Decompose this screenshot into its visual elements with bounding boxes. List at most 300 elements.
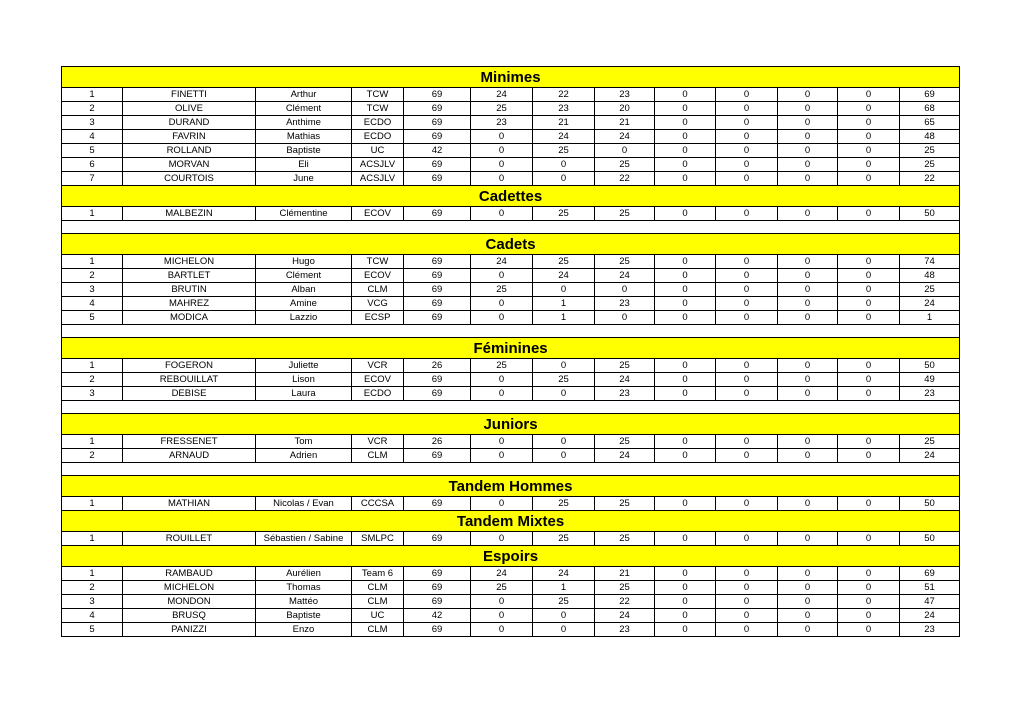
cell-points-8: 0 <box>838 297 900 311</box>
cell-points-5: 0 <box>655 116 716 130</box>
cell-total: 25 <box>900 435 960 449</box>
table-row <box>62 435 960 449</box>
cell-points-3: 24 <box>533 567 595 581</box>
cell-first-name: June <box>256 172 352 186</box>
cell-first-name: Arthur <box>256 88 352 102</box>
cell-rank: 2 <box>62 373 123 387</box>
cell-first-name: Juliette <box>256 359 352 373</box>
cell-points-5: 0 <box>655 623 716 637</box>
cell-points-8: 0 <box>838 595 900 609</box>
cell-points-6: 0 <box>716 581 778 595</box>
cell-last-name: BRUSQ <box>123 609 256 623</box>
cell-points-7: 0 <box>778 88 838 102</box>
cell-points-7: 0 <box>778 595 838 609</box>
cell-points-6: 0 <box>716 567 778 581</box>
cell-first-name: Eli <box>256 158 352 172</box>
cell-points-2: 0 <box>471 158 533 172</box>
cell-points-4: 22 <box>595 595 655 609</box>
table-row <box>62 497 960 511</box>
cell-last-name: PANIZZI <box>123 623 256 637</box>
cell-points-6: 0 <box>716 88 778 102</box>
cell-points-7: 0 <box>778 567 838 581</box>
cell-points-7: 0 <box>778 283 838 297</box>
cell-total: 25 <box>900 158 960 172</box>
table-row <box>62 609 960 623</box>
cell-points-6: 0 <box>716 283 778 297</box>
cell-points-4: 24 <box>595 449 655 463</box>
table-row <box>62 359 960 373</box>
cell-first-name: Clément <box>256 102 352 116</box>
cell-points-8: 0 <box>838 567 900 581</box>
table-row <box>62 283 960 297</box>
cell-points-4: 24 <box>595 373 655 387</box>
cell-total: 24 <box>900 297 960 311</box>
cell-points-3: 25 <box>533 144 595 158</box>
cell-points-7: 0 <box>778 449 838 463</box>
cell-club: ECDO <box>352 387 404 401</box>
category-title: Tandem Mixtes <box>62 511 960 532</box>
table-row <box>62 449 960 463</box>
cell-points-5: 0 <box>655 581 716 595</box>
cell-points-2: 0 <box>471 130 533 144</box>
cell-points-4: 0 <box>595 144 655 158</box>
cell-points-1: 69 <box>404 623 471 637</box>
cell-total: 24 <box>900 449 960 463</box>
cell-points-1: 69 <box>404 373 471 387</box>
cell-points-2: 24 <box>471 567 533 581</box>
cell-points-7: 0 <box>778 609 838 623</box>
cell-points-1: 69 <box>404 297 471 311</box>
cell-points-6: 0 <box>716 595 778 609</box>
cell-club: SMLPC <box>352 532 404 546</box>
cell-points-5: 0 <box>655 435 716 449</box>
cell-first-name: Enzo <box>256 623 352 637</box>
cell-total: 25 <box>900 144 960 158</box>
cell-points-1: 69 <box>404 269 471 283</box>
cell-points-5: 0 <box>655 130 716 144</box>
table-row <box>62 581 960 595</box>
cell-rank: 3 <box>62 116 123 130</box>
table-row <box>62 88 960 102</box>
cell-points-8: 0 <box>838 207 900 221</box>
cell-last-name: ARNAUD <box>123 449 256 463</box>
table-row <box>62 297 960 311</box>
cell-points-6: 0 <box>716 373 778 387</box>
cell-last-name: MICHELON <box>123 581 256 595</box>
cell-rank: 1 <box>62 435 123 449</box>
category-header <box>62 476 960 497</box>
cell-rank: 2 <box>62 449 123 463</box>
cell-first-name: Thomas <box>256 581 352 595</box>
cell-points-1: 69 <box>404 158 471 172</box>
cell-points-1: 69 <box>404 497 471 511</box>
cell-points-1: 26 <box>404 359 471 373</box>
cell-rank: 1 <box>62 567 123 581</box>
cell-club: VCR <box>352 435 404 449</box>
cell-points-5: 0 <box>655 497 716 511</box>
table-row <box>62 373 960 387</box>
cell-last-name: ROLLAND <box>123 144 256 158</box>
cell-points-4: 25 <box>595 359 655 373</box>
cell-points-6: 0 <box>716 532 778 546</box>
cell-points-8: 0 <box>838 255 900 269</box>
cell-points-3: 0 <box>533 359 595 373</box>
cell-points-5: 0 <box>655 373 716 387</box>
table-row <box>62 172 960 186</box>
table-row <box>62 387 960 401</box>
cell-points-3: 0 <box>533 609 595 623</box>
cell-first-name: Nicolas / Evan <box>256 497 352 511</box>
cell-points-4: 24 <box>595 130 655 144</box>
cell-total: 50 <box>900 359 960 373</box>
cell-club: TCW <box>352 88 404 102</box>
cell-total: 50 <box>900 497 960 511</box>
cell-points-8: 0 <box>838 269 900 283</box>
cell-points-8: 0 <box>838 158 900 172</box>
spacer-row <box>62 221 960 234</box>
cell-points-2: 0 <box>471 623 533 637</box>
cell-points-1: 69 <box>404 116 471 130</box>
table-row <box>62 158 960 172</box>
table-row <box>62 269 960 283</box>
cell-points-8: 0 <box>838 532 900 546</box>
cell-points-1: 69 <box>404 102 471 116</box>
cell-points-6: 0 <box>716 130 778 144</box>
cell-points-6: 0 <box>716 623 778 637</box>
cell-club: ECOV <box>352 373 404 387</box>
cell-points-2: 0 <box>471 297 533 311</box>
cell-points-7: 0 <box>778 359 838 373</box>
cell-points-7: 0 <box>778 623 838 637</box>
cell-club: UC <box>352 144 404 158</box>
cell-points-2: 25 <box>471 102 533 116</box>
cell-points-8: 0 <box>838 172 900 186</box>
category-title: Minimes <box>62 67 960 88</box>
cell-last-name: COURTOIS <box>123 172 256 186</box>
cell-points-1: 69 <box>404 255 471 269</box>
cell-points-5: 0 <box>655 567 716 581</box>
cell-rank: 2 <box>62 581 123 595</box>
cell-points-4: 21 <box>595 116 655 130</box>
cell-total: 25 <box>900 283 960 297</box>
cell-club: CLM <box>352 449 404 463</box>
cell-first-name: Baptiste <box>256 144 352 158</box>
cell-points-1: 69 <box>404 387 471 401</box>
cell-points-4: 0 <box>595 311 655 325</box>
cell-rank: 4 <box>62 609 123 623</box>
cell-points-1: 69 <box>404 207 471 221</box>
cell-first-name: Lison <box>256 373 352 387</box>
cell-points-5: 0 <box>655 609 716 623</box>
cell-last-name: REBOUILLAT <box>123 373 256 387</box>
cell-points-8: 0 <box>838 116 900 130</box>
cell-points-6: 0 <box>716 158 778 172</box>
cell-points-2: 0 <box>471 435 533 449</box>
cell-points-3: 25 <box>533 595 595 609</box>
cell-total: 1 <box>900 311 960 325</box>
cell-points-7: 0 <box>778 532 838 546</box>
cell-points-7: 0 <box>778 158 838 172</box>
cell-points-5: 0 <box>655 532 716 546</box>
cell-club: ACSJLV <box>352 172 404 186</box>
cell-points-6: 0 <box>716 297 778 311</box>
cell-points-6: 0 <box>716 207 778 221</box>
cell-points-5: 0 <box>655 387 716 401</box>
cell-rank: 5 <box>62 623 123 637</box>
table-row <box>62 207 960 221</box>
cell-points-1: 69 <box>404 449 471 463</box>
cell-rank: 2 <box>62 102 123 116</box>
cell-first-name: Anthime <box>256 116 352 130</box>
cell-points-4: 25 <box>595 435 655 449</box>
results-table <box>61 66 960 637</box>
cell-points-3: 1 <box>533 581 595 595</box>
spacer-row <box>62 401 960 414</box>
spacer-cell <box>62 221 960 234</box>
cell-points-7: 0 <box>778 373 838 387</box>
cell-points-4: 23 <box>595 88 655 102</box>
cell-club: TCW <box>352 255 404 269</box>
cell-last-name: MAHREZ <box>123 297 256 311</box>
cell-total: 50 <box>900 207 960 221</box>
cell-rank: 6 <box>62 158 123 172</box>
cell-club: VCR <box>352 359 404 373</box>
cell-points-3: 24 <box>533 130 595 144</box>
cell-points-3: 0 <box>533 172 595 186</box>
cell-points-6: 0 <box>716 359 778 373</box>
cell-points-4: 22 <box>595 172 655 186</box>
cell-club: ECOV <box>352 269 404 283</box>
cell-last-name: DURAND <box>123 116 256 130</box>
cell-first-name: Mathias <box>256 130 352 144</box>
category-header <box>62 414 960 435</box>
cell-points-8: 0 <box>838 102 900 116</box>
spacer-row <box>62 325 960 338</box>
category-header <box>62 67 960 88</box>
cell-points-8: 0 <box>838 623 900 637</box>
cell-points-4: 24 <box>595 269 655 283</box>
cell-points-5: 0 <box>655 595 716 609</box>
table-row <box>62 623 960 637</box>
cell-last-name: MODICA <box>123 311 256 325</box>
cell-points-3: 0 <box>533 283 595 297</box>
cell-last-name: FOGERON <box>123 359 256 373</box>
cell-points-1: 42 <box>404 144 471 158</box>
cell-last-name: BRUTIN <box>123 283 256 297</box>
cell-points-7: 0 <box>778 387 838 401</box>
spacer-cell <box>62 401 960 414</box>
cell-points-8: 0 <box>838 311 900 325</box>
cell-total: 23 <box>900 623 960 637</box>
cell-points-5: 0 <box>655 311 716 325</box>
cell-points-2: 24 <box>471 255 533 269</box>
cell-first-name: Lazzio <box>256 311 352 325</box>
cell-last-name: MICHELON <box>123 255 256 269</box>
cell-rank: 1 <box>62 359 123 373</box>
cell-rank: 5 <box>62 311 123 325</box>
cell-points-1: 69 <box>404 88 471 102</box>
spacer-cell <box>62 325 960 338</box>
cell-total: 48 <box>900 269 960 283</box>
cell-first-name: Sébastien / Sabine <box>256 532 352 546</box>
cell-points-5: 0 <box>655 102 716 116</box>
cell-points-5: 0 <box>655 269 716 283</box>
cell-total: 22 <box>900 172 960 186</box>
cell-last-name: OLIVE <box>123 102 256 116</box>
cell-total: 69 <box>900 567 960 581</box>
cell-points-5: 0 <box>655 158 716 172</box>
category-title: Féminines <box>62 338 960 359</box>
cell-club: CLM <box>352 581 404 595</box>
cell-points-2: 23 <box>471 116 533 130</box>
cell-total: 65 <box>900 116 960 130</box>
cell-first-name: Clémentine <box>256 207 352 221</box>
cell-points-2: 0 <box>471 311 533 325</box>
cell-total: 50 <box>900 532 960 546</box>
cell-points-6: 0 <box>716 102 778 116</box>
cell-points-4: 0 <box>595 283 655 297</box>
cell-points-3: 23 <box>533 102 595 116</box>
cell-points-5: 0 <box>655 359 716 373</box>
cell-points-8: 0 <box>838 144 900 158</box>
category-header <box>62 338 960 359</box>
cell-points-6: 0 <box>716 311 778 325</box>
cell-points-2: 25 <box>471 359 533 373</box>
cell-points-8: 0 <box>838 435 900 449</box>
cell-points-8: 0 <box>838 130 900 144</box>
cell-rank: 2 <box>62 269 123 283</box>
cell-points-4: 25 <box>595 158 655 172</box>
cell-points-8: 0 <box>838 449 900 463</box>
cell-points-6: 0 <box>716 172 778 186</box>
cell-points-8: 0 <box>838 581 900 595</box>
table-row <box>62 116 960 130</box>
category-header <box>62 511 960 532</box>
table-row <box>62 595 960 609</box>
cell-points-7: 0 <box>778 172 838 186</box>
cell-points-7: 0 <box>778 311 838 325</box>
cell-points-3: 24 <box>533 269 595 283</box>
cell-points-6: 0 <box>716 269 778 283</box>
cell-points-5: 0 <box>655 255 716 269</box>
cell-points-1: 69 <box>404 172 471 186</box>
cell-points-6: 0 <box>716 255 778 269</box>
cell-points-3: 0 <box>533 387 595 401</box>
cell-points-1: 69 <box>404 595 471 609</box>
cell-points-4: 20 <box>595 102 655 116</box>
cell-club: CLM <box>352 595 404 609</box>
cell-first-name: Alban <box>256 283 352 297</box>
cell-points-1: 69 <box>404 283 471 297</box>
cell-points-3: 1 <box>533 297 595 311</box>
cell-points-7: 0 <box>778 102 838 116</box>
cell-rank: 7 <box>62 172 123 186</box>
cell-total: 68 <box>900 102 960 116</box>
cell-points-3: 25 <box>533 373 595 387</box>
cell-points-2: 25 <box>471 283 533 297</box>
cell-first-name: Tom <box>256 435 352 449</box>
cell-last-name: MATHIAN <box>123 497 256 511</box>
category-title: Espoirs <box>62 546 960 567</box>
cell-points-4: 25 <box>595 532 655 546</box>
cell-points-6: 0 <box>716 435 778 449</box>
cell-first-name: Baptiste <box>256 609 352 623</box>
cell-total: 74 <box>900 255 960 269</box>
cell-points-3: 25 <box>533 532 595 546</box>
cell-first-name: Clément <box>256 269 352 283</box>
cell-first-name: Amine <box>256 297 352 311</box>
cell-last-name: DEBISE <box>123 387 256 401</box>
cell-first-name: Hugo <box>256 255 352 269</box>
cell-points-1: 69 <box>404 532 471 546</box>
results-body <box>62 67 960 637</box>
cell-club: TCW <box>352 102 404 116</box>
cell-rank: 3 <box>62 283 123 297</box>
table-row <box>62 255 960 269</box>
cell-points-4: 23 <box>595 623 655 637</box>
cell-rank: 1 <box>62 88 123 102</box>
cell-points-5: 0 <box>655 283 716 297</box>
cell-points-7: 0 <box>778 581 838 595</box>
category-header <box>62 186 960 207</box>
cell-rank: 1 <box>62 497 123 511</box>
table-row <box>62 567 960 581</box>
cell-club: ECOV <box>352 207 404 221</box>
cell-points-1: 69 <box>404 581 471 595</box>
cell-points-7: 0 <box>778 255 838 269</box>
cell-points-1: 26 <box>404 435 471 449</box>
category-title: Juniors <box>62 414 960 435</box>
cell-club: CCCSA <box>352 497 404 511</box>
cell-points-8: 0 <box>838 387 900 401</box>
cell-points-1: 42 <box>404 609 471 623</box>
cell-points-4: 21 <box>595 567 655 581</box>
cell-points-6: 0 <box>716 387 778 401</box>
spacer-row <box>62 463 960 476</box>
cell-rank: 1 <box>62 532 123 546</box>
table-row <box>62 532 960 546</box>
spacer-cell <box>62 463 960 476</box>
cell-points-3: 22 <box>533 88 595 102</box>
cell-rank: 3 <box>62 595 123 609</box>
cell-points-2: 0 <box>471 373 533 387</box>
results-sheet <box>61 66 959 637</box>
cell-club: UC <box>352 609 404 623</box>
cell-points-7: 0 <box>778 116 838 130</box>
cell-points-3: 0 <box>533 623 595 637</box>
cell-points-6: 0 <box>716 449 778 463</box>
cell-points-5: 0 <box>655 88 716 102</box>
cell-club: ACSJLV <box>352 158 404 172</box>
cell-last-name: MORVAN <box>123 158 256 172</box>
cell-last-name: FRESSENET <box>123 435 256 449</box>
cell-points-2: 25 <box>471 581 533 595</box>
cell-rank: 1 <box>62 255 123 269</box>
cell-points-2: 0 <box>471 144 533 158</box>
cell-rank: 4 <box>62 297 123 311</box>
cell-points-3: 21 <box>533 116 595 130</box>
cell-points-6: 0 <box>716 144 778 158</box>
cell-rank: 3 <box>62 387 123 401</box>
cell-club: CLM <box>352 623 404 637</box>
cell-points-3: 25 <box>533 497 595 511</box>
cell-points-8: 0 <box>838 497 900 511</box>
cell-total: 69 <box>900 88 960 102</box>
cell-total: 47 <box>900 595 960 609</box>
cell-points-3: 0 <box>533 435 595 449</box>
cell-first-name: Laura <box>256 387 352 401</box>
cell-points-3: 0 <box>533 449 595 463</box>
